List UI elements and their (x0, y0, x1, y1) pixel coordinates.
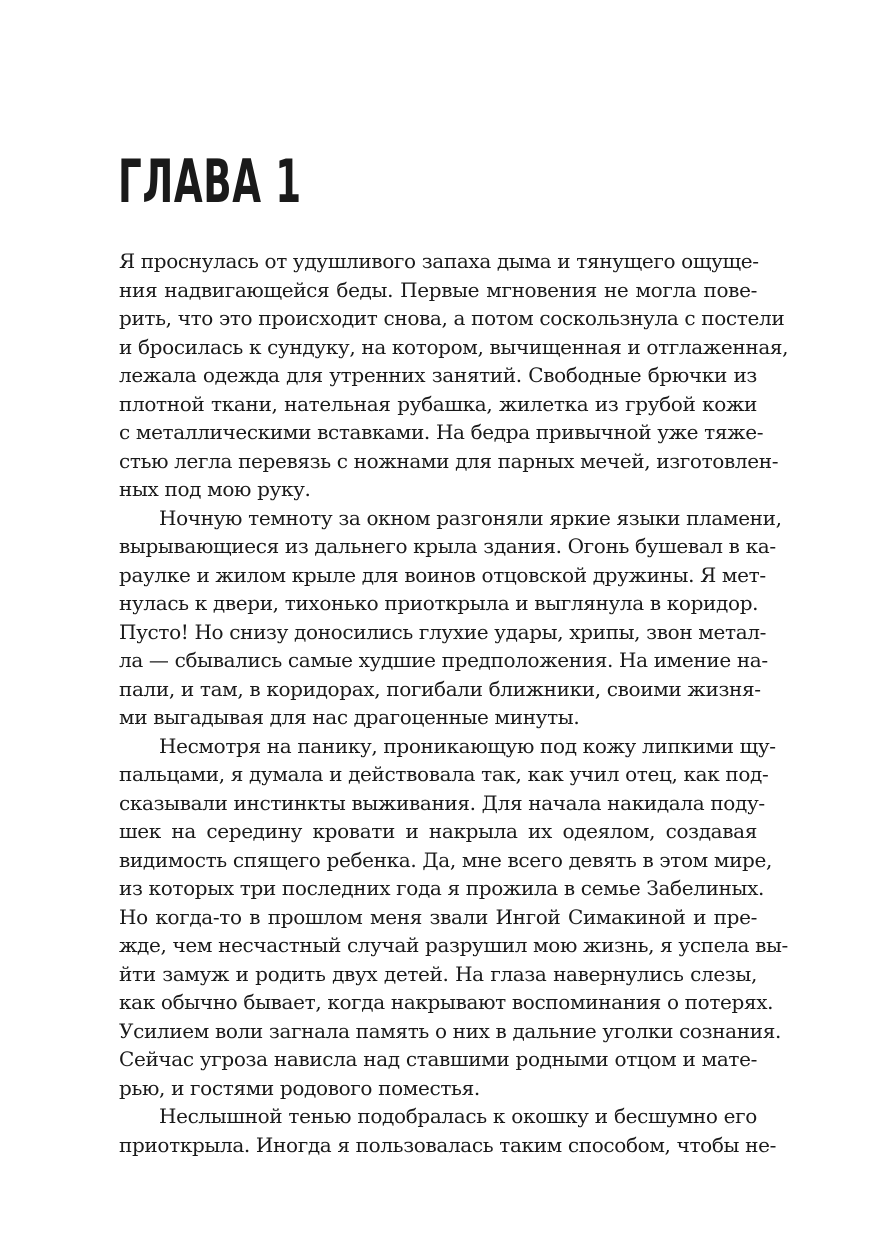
text-line: лежала одежда для утренних занятий. Свободные брючки из (119, 363, 757, 387)
text-line: Неслышной тенью подобралась к окошку и бесшумно его (159, 1104, 757, 1128)
text-line: Сейчас угроза нависла над ставшими родными отцом и мате- (119, 1047, 757, 1071)
text-line: Несмотря на панику, проникающую под кожу липкими щу- (159, 733, 776, 758)
text-line: с металлическими вставками. На бедра привычной уже тяже- (119, 420, 764, 444)
text-line: плотной ткани, нательная рубашка, жилетка из грубой кожи (119, 391, 757, 416)
text-line: шек на середину кровати и накрыла их одеялом, создавая (119, 819, 757, 843)
text-line: приоткрыла. Иногда я пользовалась таким способом, чтобы не- (119, 1132, 776, 1157)
body-text (119, 247, 789, 1159)
text-line: Ночную темноту за окном разгоняли яркие языки пламени, (159, 505, 782, 530)
text-line: стью легла перевязь с ножнами для парных мечей, изготовлен- (119, 448, 779, 473)
text-line: как обычно бывает, когда накрывают воспоминания о потерях. (119, 990, 774, 1014)
text-line: пальцами, я думала и действовала так, как учил отец, как под- (119, 762, 769, 786)
text-line: ния надвигающейся беды. Первые мгновения не могла пове- (119, 277, 757, 302)
text-line: ных под мою руку. (119, 477, 311, 501)
text-line: ми выгадывая для нас драгоценные минуты. (119, 705, 580, 729)
text-line: видимость спящего ребенка. Да, мне всего девять в этом мире, (119, 847, 772, 872)
text-line: и бросилась к сундуку, на котором, вычищенная и отглаженная, (119, 334, 789, 359)
text-line: нулась к двери, тихонько приоткрыла и выглянула в коридор. (119, 591, 759, 615)
paragraph (119, 247, 789, 504)
paragraph (119, 732, 788, 1103)
text-line: раулке и жилом крыле для воинов отцовской дружины. Я мет- (119, 562, 766, 587)
text-line: Усилием воли загнала память о них в дальние уголки сознания. (119, 1018, 781, 1043)
text-line: Я проснулась от удушливого запаха дыма и тянущего ощуще- (119, 249, 759, 273)
text-line: рить, что это происходит снова, а потом соскользнула с постели (119, 306, 785, 330)
paragraph (119, 1102, 776, 1159)
text-line: вырывающиеся из дальнего крыла здания. Огонь бушевал в ка- (119, 534, 776, 558)
text-line: сказывали инстинкты выживания. Для начала накидала поду- (119, 790, 765, 815)
text-line: ла — сбывались самые худшие предположения. На имение на- (119, 648, 768, 672)
text-line: рью, и гостями родового поместья. (119, 1075, 480, 1100)
text-line: Пусто! Но снизу доносились глухие удары, хрипы, звон метал- (119, 619, 767, 644)
paragraph (119, 504, 782, 732)
chapter-title: ГЛАВА 1 (118, 147, 302, 217)
text-line: пали, и там, в коридорах, погибали ближники, своими жизня- (119, 676, 761, 701)
text-line: жде, чем несчастный случай разрушил мою жизнь, я успела вы- (119, 933, 788, 957)
text-line: из которых три последних года я прожила в семье Забелиных. (119, 876, 765, 900)
text-line: Но когда-то в прошлом меня звали Ингой Симакиной и пре- (119, 904, 757, 929)
text-line: йти замуж и родить двух детей. На глаза навернулись слезы, (119, 961, 757, 986)
